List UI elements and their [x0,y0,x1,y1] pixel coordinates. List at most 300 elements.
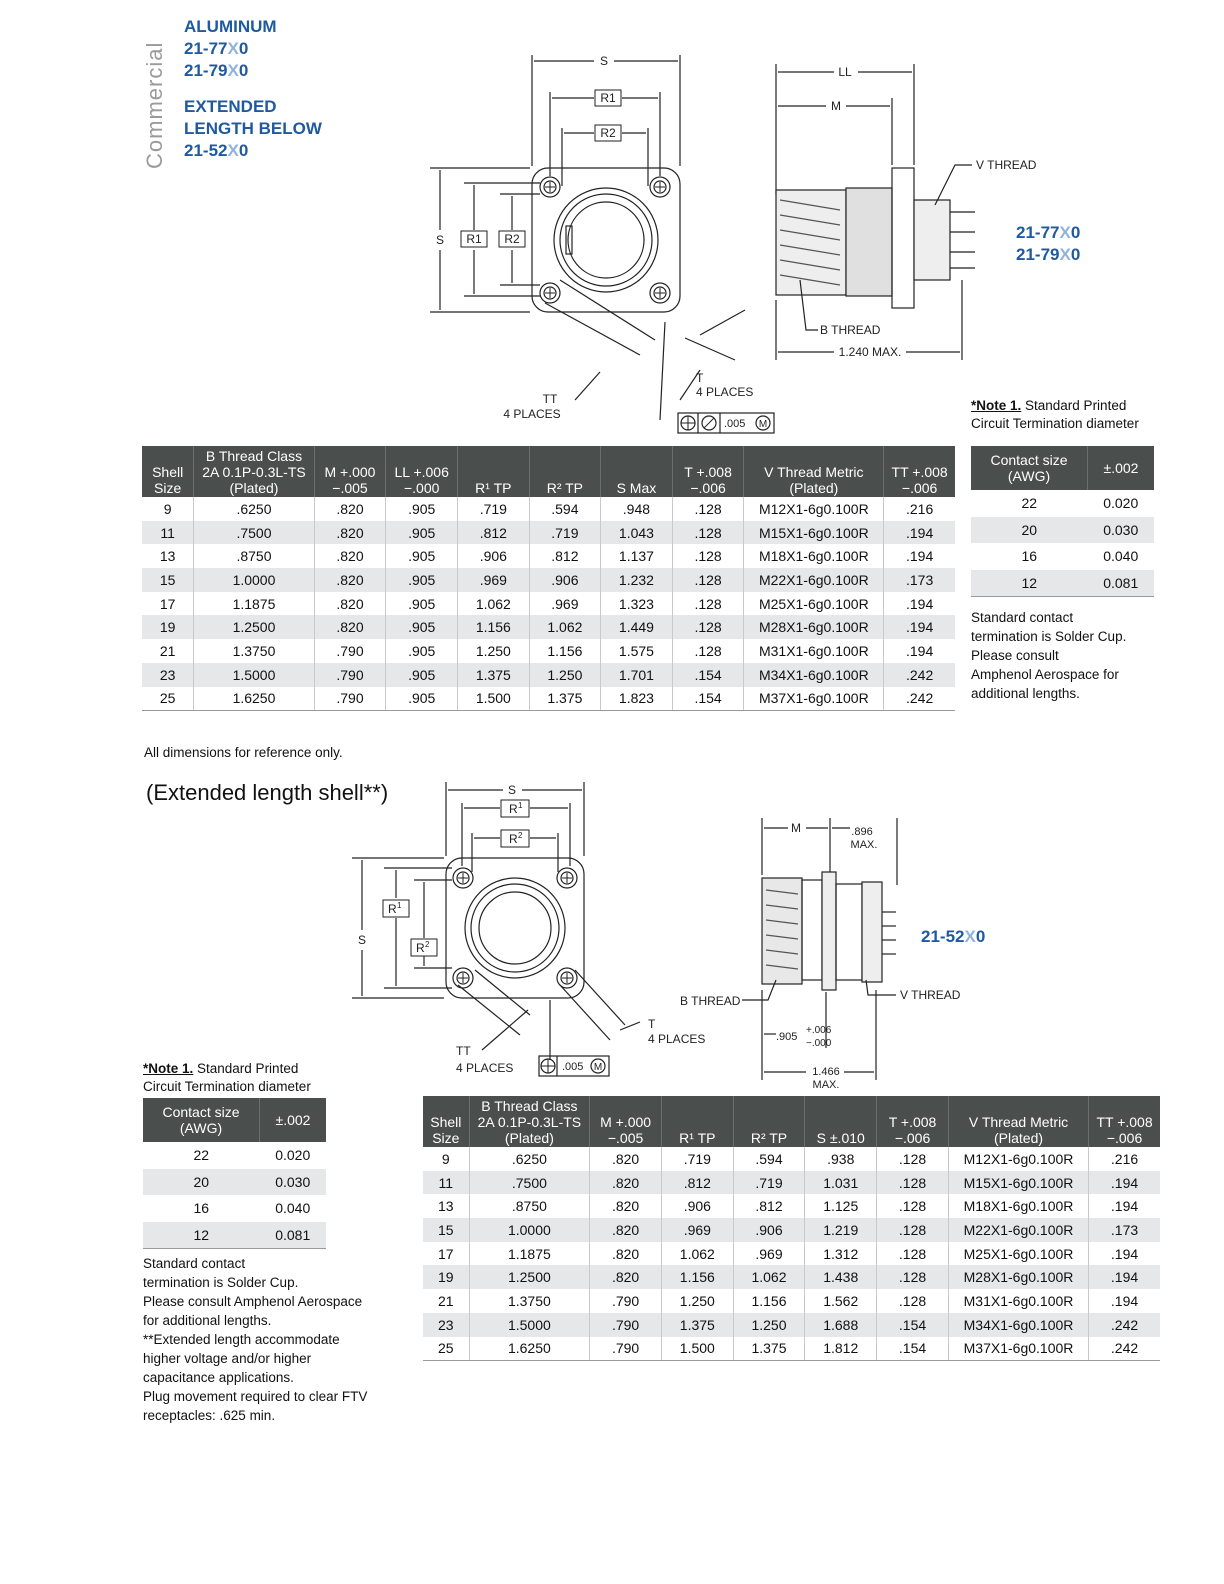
table-cell: 17 [423,1242,469,1266]
header-length-below: LENGTH BELOW [184,119,322,138]
table-cell: 1.156 [661,1265,733,1289]
table-cell: .820 [314,521,386,545]
label-x: X [964,927,976,946]
product-header [184,16,322,162]
table-cell: .820 [590,1242,662,1266]
table-cell: M34X1-6g0.100R [948,1313,1088,1337]
table-header-row [423,1096,1160,1147]
table-cell: .790 [590,1289,662,1313]
column-header: B Thread Class 2A 0.1P-0.3L-TS (Plated) [194,446,314,497]
table-cell: M15X1-6g0.100R [744,521,884,545]
table-cell: .128 [877,1289,949,1313]
table-cell: .194 [884,615,955,639]
table-cell: 9 [142,497,194,521]
table-cell: M28X1-6g0.100R [744,615,884,639]
table-cell: M25X1-6g0.100R [744,592,884,616]
v-thread-label: V THREAD [976,158,1037,172]
table-cell: 1.250 [458,639,530,663]
ext-dim-r2-left-sup: 2 [425,940,430,949]
table-cell: 25 [142,687,194,711]
table-cell: 1.323 [601,592,673,616]
table-cell: .820 [314,615,386,639]
table-cell: .128 [672,592,744,616]
label-prefix: 21-79 [1016,245,1060,264]
table-row [143,1169,326,1196]
table-cell: .128 [672,521,744,545]
table-cell: .128 [672,639,744,663]
table-cell: .194 [905,548,934,565]
column-header: R² TP [529,446,601,497]
table-cell: .820 [590,1147,662,1171]
table-cell: .128 [672,544,744,568]
table-cell: 1.375 [529,687,601,711]
paragraph-line: **Extended length accommodate [143,1332,340,1347]
table-cell: 1.219 [805,1218,877,1242]
table-row [423,1147,1160,1171]
note-text: Standard Printed [1021,398,1127,413]
table-cell: 1.250 [733,1313,805,1337]
dim-r2-label: R2 [600,126,616,140]
table-cell: 1.449 [601,615,673,639]
table-cell: .969 [529,592,601,616]
dim-ll-label: LL [838,65,852,79]
table-cell: .905 [386,663,458,687]
table-cell: 21 [423,1289,469,1313]
paragraph-line: capacitance applications. [143,1370,294,1385]
extended-section-title: (Extended length shell**) [146,780,389,805]
ext-dim-896: .896 [851,826,873,838]
part-suffix: 0 [238,39,249,58]
table-cell: .128 [877,1265,949,1289]
ext-dim-896-max: MAX. [850,839,878,851]
table-row [142,544,955,568]
table-cell: 1.375 [458,663,530,687]
label-suffix: 0 [1070,245,1081,264]
table-cell: M31X1-6g0.100R [948,1289,1088,1313]
label-x: X [1059,245,1071,264]
mmc-symbol: M [758,419,768,430]
ext-dim-r2-left-label: R [416,941,425,955]
table-cell: .6250 [194,497,314,521]
table-cell: .719 [661,1147,733,1171]
table-cell: 0.081 [260,1222,327,1249]
dim-s-label: S [599,54,609,68]
table-cell: 0.081 [1088,570,1155,597]
table-cell: 1.125 [805,1194,877,1218]
table-row [423,1171,1160,1195]
ext-dim-r2-label: R [509,832,518,846]
table-cell: 22 [1021,495,1038,512]
table-cell: M37X1-6g0.100R [744,687,884,711]
column-header: T +.008 −.006 [672,446,744,497]
ext-dim-905-plus: +.006 [806,1025,832,1036]
table-cell: M28X1-6g0.100R [948,1265,1088,1289]
ext-dim-m-label: M [791,821,801,835]
part-prefix: 21-77 [184,39,228,58]
table-cell: 25 [423,1337,469,1361]
column-header: R¹ TP [661,1096,733,1147]
table-row [423,1218,1160,1242]
table-cell: M34X1-6g0.100R [744,663,884,687]
paragraph-line: for additional lengths. [143,1313,272,1328]
note-text-2: Circuit Termination diameter [971,416,1139,431]
table-row [142,497,955,521]
table-cell: 1.062 [529,615,601,639]
table-cell: .906 [458,544,530,568]
table-cell: .905 [386,568,458,592]
table-cell: .7500 [469,1171,590,1195]
max-length-label: 1.240 MAX. [838,345,902,359]
table-cell: .905 [386,615,458,639]
table-cell: .194 [905,642,934,659]
table-cell: .128 [877,1194,949,1218]
ext-dim-r1-left-label: R [388,902,397,916]
note-label: *Note 1. [971,398,1022,413]
table-cell: .594 [733,1147,805,1171]
column-header: V Thread Metric (Plated) [948,1096,1088,1147]
table-cell: .194 [1089,1265,1160,1289]
table-cell: .905 [386,521,458,545]
table-row [423,1337,1160,1361]
table-cell: 20 [143,1169,260,1196]
table-cell: 1.062 [458,592,530,616]
table-cell: .905 [386,592,458,616]
table-cell: 13 [423,1194,469,1218]
table-cell: 1.562 [805,1289,877,1313]
table-cell: 1.2500 [194,615,314,639]
note-right-paragraph [971,608,1126,703]
table-cell: .194 [1110,1292,1139,1309]
extended-side-view-drawing [670,812,1000,1092]
table-cell: .906 [733,1218,805,1242]
table-cell: .128 [877,1242,949,1266]
table-cell: .128 [877,1171,949,1195]
table-row [971,543,1154,570]
table-cell: 19 [142,615,194,639]
table-cell: .812 [458,521,530,545]
table-cell: 15 [423,1218,469,1242]
table-row [143,1195,326,1222]
table-cell: 1.575 [601,639,673,663]
paragraph-line: Plug movement required to clear FTV [143,1389,368,1404]
table-cell: 13 [142,544,194,568]
ext-dim-tt-label: TT [456,1044,471,1058]
table-cell: .8750 [469,1194,590,1218]
table-cell: 16 [193,1200,210,1217]
ext-mmc-symbol: M [593,1062,603,1073]
label-suffix: 0 [1070,223,1081,242]
table-cell: M12X1-6g0.100R [744,497,884,521]
table-row [971,517,1154,544]
paragraph-line: termination is Solder Cup. [971,629,1127,644]
paragraph-line: Please consult Amphenol Aerospace [143,1294,363,1309]
dim-s-left-label: S [435,233,445,247]
part-prefix: 21-79 [184,61,228,80]
awg-header-tol: ±.002 [260,1098,327,1142]
table-row [971,570,1154,597]
table-row [423,1289,1160,1313]
note-text-2: Circuit Termination diameter [143,1079,311,1094]
table-row [143,1222,326,1249]
product-label-2179 [1016,245,1080,265]
table-cell: 1.3750 [194,639,314,663]
table-cell: 1.250 [661,1289,733,1313]
table-cell: .820 [314,592,386,616]
header-part-2179 [184,60,322,82]
table-cell: .948 [601,497,673,521]
column-header: Shell Size [142,446,194,497]
reference-footnote: All dimensions for reference only. [144,745,343,760]
table-row [142,687,955,711]
table-cell: 22 [193,1147,210,1164]
table-cell: .905 [386,639,458,663]
ext-dim-905: .905 [776,1031,798,1043]
dim-m-label: M [831,99,841,113]
table-cell: 1.375 [661,1313,733,1337]
ext-t-places-label: 4 PLACES [648,1032,706,1046]
tolerance-value: .005 [724,418,746,430]
ext-dim-s-left-label: S [357,933,367,947]
table-cell: 0.030 [260,1169,327,1196]
table-cell: 1.031 [805,1171,877,1195]
table-cell: .820 [314,568,386,592]
table-cell: .820 [590,1194,662,1218]
column-header: Shell Size [423,1096,469,1147]
label-prefix: 21-52 [921,927,965,946]
ext-dim-r1-sup: 1 [518,801,523,810]
table-cell: .154 [877,1337,949,1361]
table-cell: 12 [971,570,1088,597]
awg-table-right [971,446,1154,597]
table-cell: 0.020 [1103,495,1139,512]
table-cell: .216 [1110,1150,1139,1167]
table-cell: 1.0000 [469,1218,590,1242]
table-row [142,568,955,592]
awg-header-size: Contact size (AWG) [971,446,1088,490]
table-row [142,592,955,616]
table-cell: .820 [314,544,386,568]
table-cell: .128 [672,568,744,592]
table-row [142,615,955,639]
paragraph-line: additional lengths. [971,686,1080,701]
spec-table-standard [142,446,955,711]
dim-r2-left-label: R2 [504,232,520,246]
spec-table-extended [423,1096,1160,1361]
header-material: ALUMINUM [184,17,277,36]
table-cell: 1.1875 [194,592,314,616]
table-cell: 1.2500 [469,1265,590,1289]
table-cell: .905 [386,687,458,711]
ext-dim-s-label: S [507,783,517,797]
table-row [423,1265,1160,1289]
table-cell: M18X1-6g0.100R [948,1194,1088,1218]
table-cell: M25X1-6g0.100R [948,1242,1088,1266]
paragraph-line: Standard contact [143,1256,246,1271]
ext-dim-r2-sup: 2 [518,831,523,840]
column-header: TT +.008 −.006 [1089,1096,1160,1147]
table-cell: .820 [590,1218,662,1242]
ext-b-thread-label: B THREAD [680,994,741,1008]
dim-tt-label: TT [542,392,558,406]
ext-v-thread-label: V THREAD [900,988,961,1002]
table-cell: .938 [805,1147,877,1171]
table-cell: 0.040 [275,1200,311,1217]
paragraph-line: Please consult [971,648,1059,663]
table-cell: M22X1-6g0.100R [948,1218,1088,1242]
table-row [143,1142,326,1169]
table-cell: .128 [877,1218,949,1242]
table-row [423,1313,1160,1337]
table-cell: M37X1-6g0.100R [948,1337,1088,1361]
awg-header-tol: ±.002 [1088,446,1155,490]
ext-dim-1466-max: MAX. [812,1079,840,1091]
table-cell: .719 [529,521,601,545]
table-cell: 12 [143,1222,260,1249]
product-label-2152 [921,927,985,947]
awg-header-size: Contact size (AWG) [143,1098,260,1142]
table-cell: .719 [733,1171,805,1195]
column-header: R² TP [733,1096,805,1147]
table-cell: .790 [314,639,386,663]
dim-t-label: T [696,371,704,385]
table-cell: .242 [1089,1337,1160,1361]
table-cell: 11 [423,1171,469,1195]
table-cell: 20 [971,517,1088,544]
table-cell: .812 [529,544,601,568]
table-cell: .820 [590,1171,662,1195]
ext-dim-905-minus: −.000 [806,1038,832,1049]
table-cell: 15 [142,568,194,592]
ext-dim-1466: 1.466 [812,1066,840,1078]
part-suffix: 0 [238,61,249,80]
table-cell: 1.062 [661,1242,733,1266]
paragraph-line: Amphenol Aerospace for [971,667,1119,682]
table-cell: .969 [733,1242,805,1266]
table-cell: .194 [1089,1171,1160,1195]
table-cell: .194 [1110,1245,1139,1262]
note-left-paragraph [143,1254,367,1425]
table-cell: .812 [661,1171,733,1195]
table-cell: 1.823 [601,687,673,711]
dim-r1-left-label: R1 [466,232,482,246]
label-prefix: 21-77 [1016,223,1060,242]
table-cell: .905 [386,544,458,568]
table-cell: 9 [423,1147,469,1171]
product-label-2177 [1016,223,1080,243]
column-header: R¹ TP [458,446,530,497]
dim-r1-label: R1 [600,91,616,105]
ext-tolerance-value: .005 [562,1061,584,1073]
table-row [142,663,955,687]
table-cell: 1.1875 [469,1242,590,1266]
paragraph-line: receptacles: .625 min. [143,1408,276,1423]
part-prefix: 21-52 [184,141,228,160]
paragraph-line: higher voltage and/or higher [143,1351,312,1366]
table-cell: .128 [877,1147,949,1171]
tt-places-label: 4 PLACES [503,407,561,421]
table-cell: .790 [590,1313,662,1337]
table-cell: 1.250 [529,663,601,687]
part-x: X [227,141,239,160]
table-cell: M12X1-6g0.100R [948,1147,1088,1171]
label-suffix: 0 [975,927,986,946]
table-cell: .790 [590,1337,662,1361]
column-header: S Max [601,446,673,497]
table-cell: 1.688 [805,1313,877,1337]
table-cell: .812 [733,1194,805,1218]
front-view-drawing [420,48,790,438]
table-cell: 1.043 [601,521,673,545]
table-cell: 0.020 [275,1147,311,1164]
table-cell: 1.6250 [469,1337,590,1361]
table-cell: 1.0000 [194,568,314,592]
part-suffix: 0 [238,141,249,160]
column-header: M +.000 −.005 [314,446,386,497]
table-cell: .242 [884,687,955,711]
table-cell: 11 [142,521,194,545]
paragraph-line: Standard contact [971,610,1074,625]
note-left-title [143,1060,311,1096]
table-cell: .173 [1089,1218,1160,1242]
table-cell: M18X1-6g0.100R [744,544,884,568]
table-cell: 1.3750 [469,1289,590,1313]
ext-dim-r1-label: R [509,802,518,816]
table-cell: 1.701 [601,663,673,687]
t-places-label: 4 PLACES [696,385,754,399]
table-cell: .128 [672,497,744,521]
table-header-row [142,446,955,497]
awg-table-left [143,1098,326,1249]
table-cell: 19 [423,1265,469,1289]
header-extended: EXTENDED [184,97,277,116]
table-row [423,1242,1160,1266]
table-cell: 16 [1021,548,1038,565]
side-view-drawing [770,60,1100,370]
table-cell: .128 [672,615,744,639]
header-part-2177 [184,38,322,60]
paragraph-line: termination is Solder Cup. [143,1275,299,1290]
header-part-2152 [184,140,322,162]
column-header: V Thread Metric (Plated) [744,446,884,497]
table-cell: 1.156 [733,1289,805,1313]
table-cell: 1.500 [661,1337,733,1361]
table-cell: .154 [672,663,744,687]
table-cell: .906 [529,568,601,592]
table-cell: M31X1-6g0.100R [744,639,884,663]
category-text: Commercial [142,41,167,169]
table-cell: 23 [142,663,194,687]
table-cell: .906 [661,1194,733,1218]
label-x: X [1059,223,1071,242]
table-cell: .194 [884,521,955,545]
column-header: B Thread Class 2A 0.1P-0.3L-TS (Plated) [469,1096,590,1147]
table-cell: 23 [423,1313,469,1337]
table-row [971,490,1154,517]
table-row [423,1194,1160,1218]
note-text: Standard Printed [193,1061,299,1076]
table-cell: 1.6250 [194,687,314,711]
column-header: S ±.010 [805,1096,877,1147]
table-cell: .719 [458,497,530,521]
table-cell: .8750 [194,544,314,568]
note-label: *Note 1. [143,1061,194,1076]
table-cell: .905 [386,497,458,521]
table-cell: 1.312 [805,1242,877,1266]
table-cell: .154 [672,687,744,711]
table-cell: .173 [884,568,955,592]
table-row [142,521,955,545]
table-cell: .820 [314,497,386,521]
